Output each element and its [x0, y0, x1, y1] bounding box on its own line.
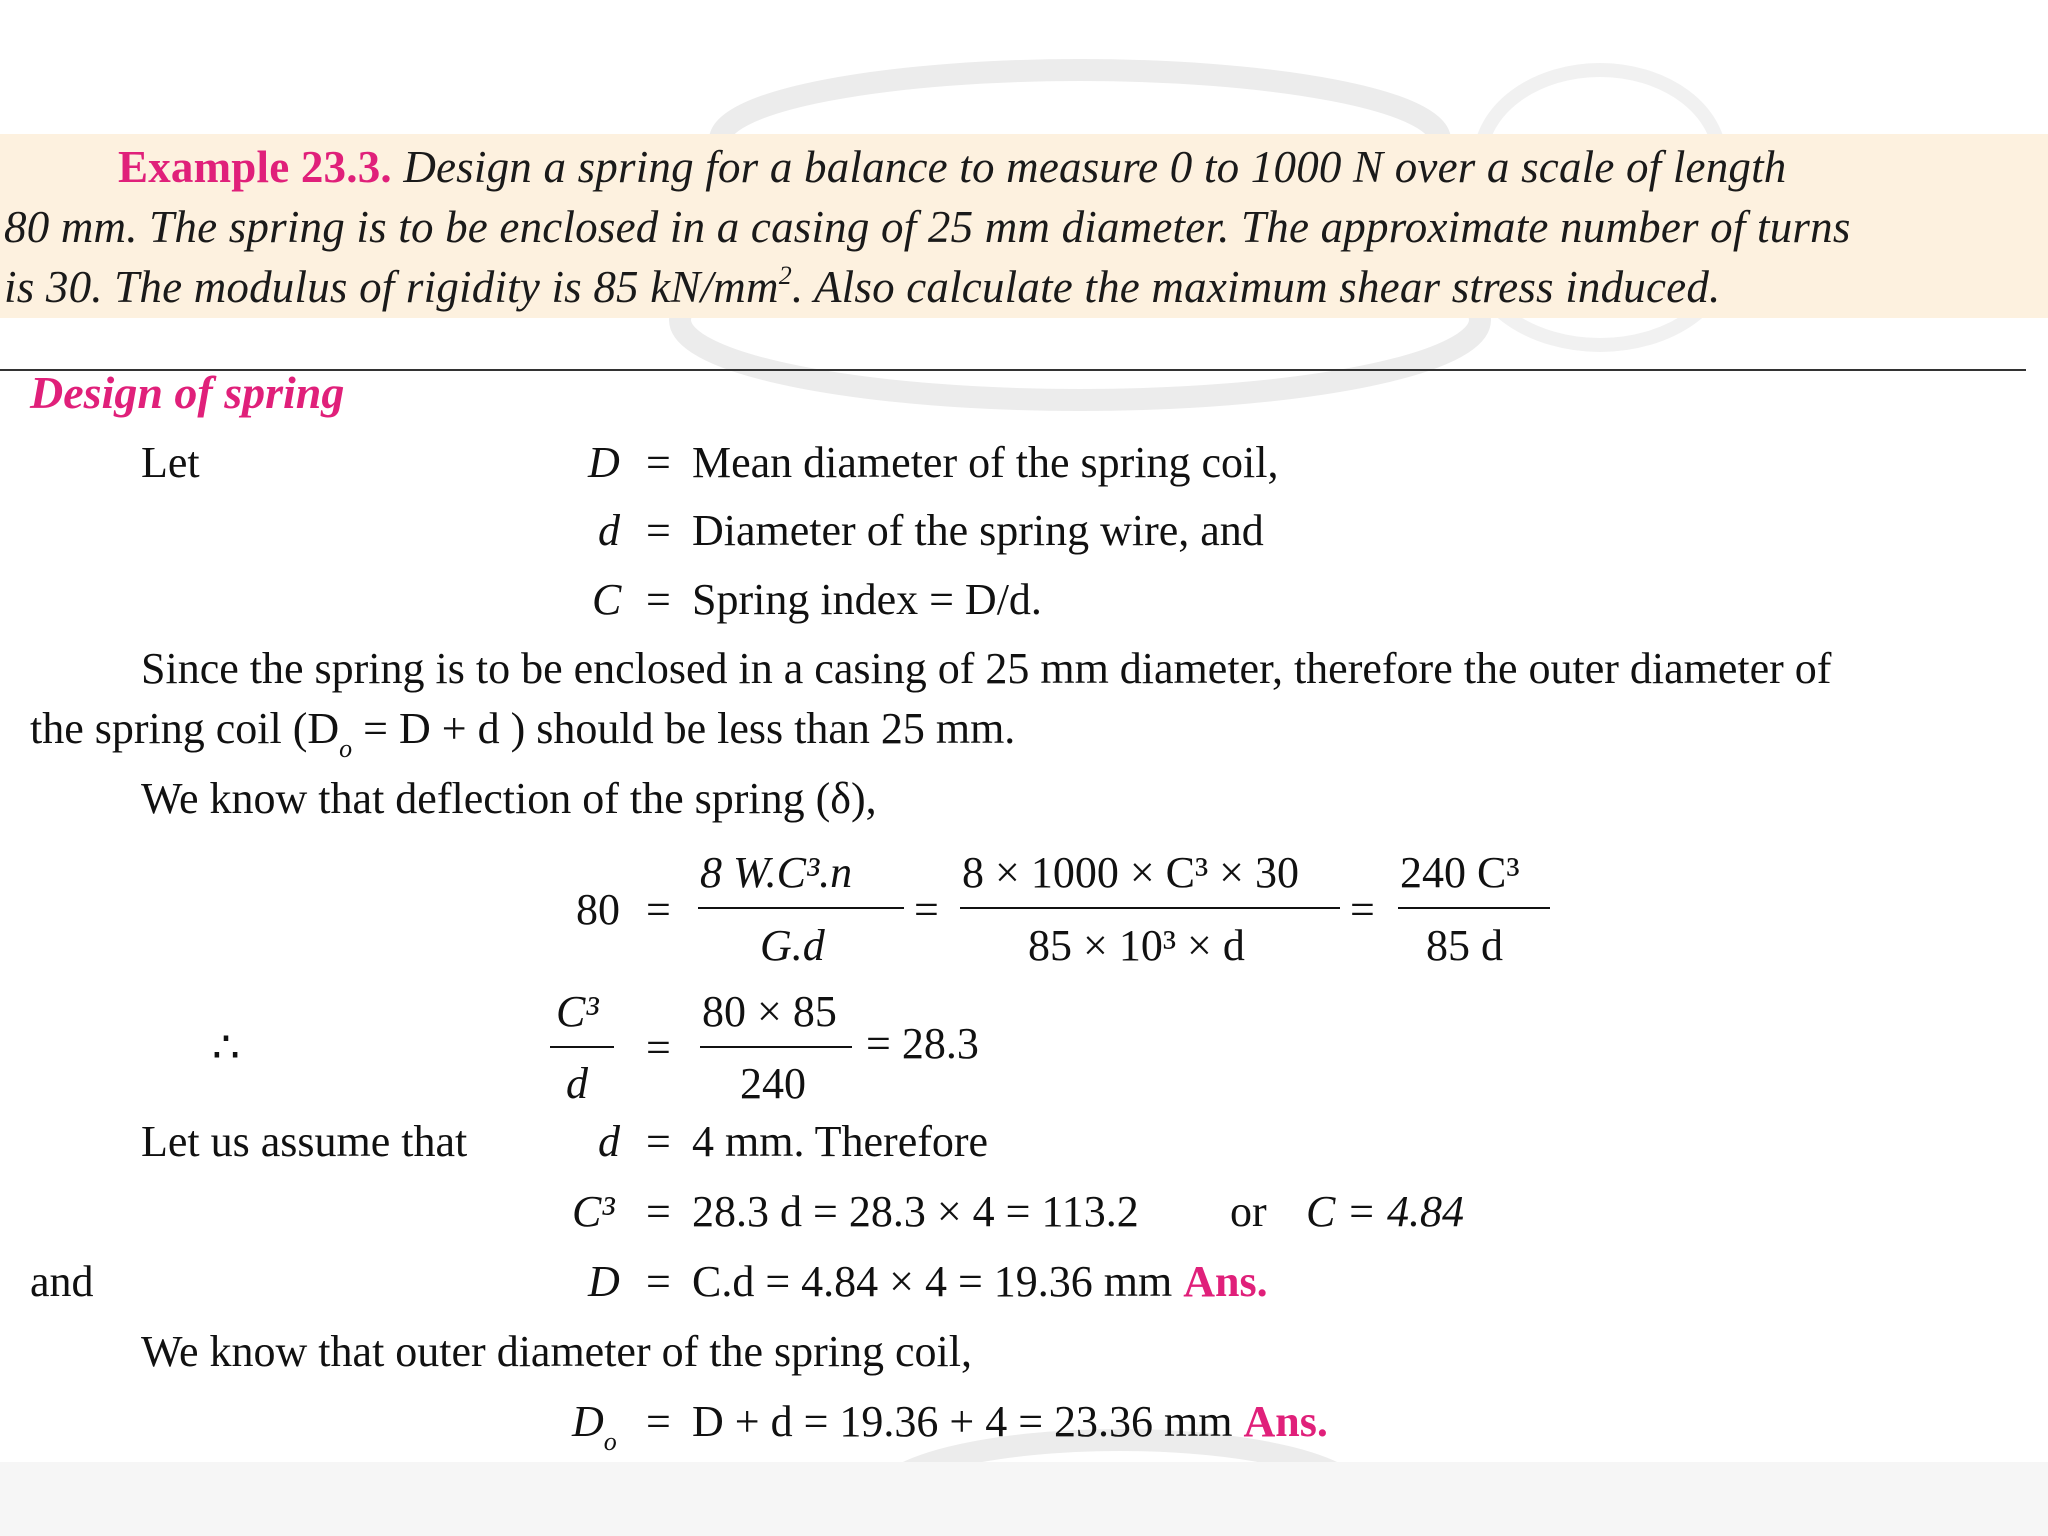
- c-value: C = 4.84: [1306, 1187, 1465, 1236]
- fraction-bar: [550, 1046, 614, 1048]
- eq1-frac2-denominator: 85 × 10³ × d: [1028, 921, 1245, 970]
- superscript: 2: [778, 261, 792, 290]
- paragraph-casing-line2: [30, 703, 1016, 763]
- eq1-equals-3: =: [1350, 885, 1375, 934]
- do-line: [692, 1396, 1328, 1448]
- subscript: o: [339, 734, 353, 763]
- do-symbol: [572, 1396, 617, 1456]
- def-equals: =: [646, 575, 671, 624]
- eq2-result: = 28.3: [866, 1019, 979, 1068]
- eq2-lhs-numerator: C³: [556, 987, 599, 1036]
- eq1-lhs: 80: [576, 885, 620, 934]
- def-equals: =: [646, 506, 671, 555]
- let-label: Let: [141, 438, 200, 487]
- def-desc-D: Mean diameter of the spring coil,: [692, 438, 1279, 487]
- def-equals: =: [646, 438, 671, 487]
- fraction-bar: [700, 1046, 852, 1048]
- eq2-lhs-denominator: d: [566, 1059, 588, 1108]
- d-line: [692, 1256, 1268, 1308]
- eq1-equals-2: =: [914, 885, 939, 934]
- problem-text-3b: . Also calculate the maximum shear stress induced.: [791, 262, 1721, 312]
- or-word: or: [1230, 1187, 1267, 1236]
- problem-line-3: [0, 256, 2048, 318]
- para1-text-a: the spring coil (D: [30, 704, 340, 753]
- do-equals: =: [646, 1397, 671, 1446]
- eq1-frac1-numerator: 8 W.C³.n: [700, 848, 853, 897]
- example-label: Example 23.3.: [118, 142, 392, 192]
- example-banner: [0, 134, 2048, 318]
- def-desc-C: Spring index = D/d.: [692, 575, 1042, 624]
- paragraph-casing-line1: Since the spring is to be enclosed in a casing of 25 mm diameter, therefore the outer diameter of: [141, 644, 1832, 693]
- do-text: D + d = 19.36 + 4 = 23.36 mm: [692, 1397, 1233, 1446]
- para1-text-b: = D + d ) should be less than 25 mm.: [352, 704, 1016, 753]
- def-symbol-d: d: [598, 506, 620, 555]
- assume-symbol: d: [598, 1117, 620, 1166]
- def-symbol-D: D: [588, 438, 620, 487]
- problem-line-2: 80 mm. The spring is to be enclosed in a casing of 25 mm diameter. The approximate number of turns: [4, 202, 1851, 252]
- eq2-equals: =: [646, 1023, 671, 1072]
- d-symbol: D: [588, 1257, 620, 1306]
- assume-label: Let us assume that: [141, 1117, 468, 1166]
- fraction-bar: [698, 907, 904, 909]
- def-desc-d: Diameter of the spring wire, and: [692, 506, 1264, 555]
- eq1-frac3-denominator: 85 d: [1426, 921, 1503, 970]
- section-title: Design of spring: [30, 367, 345, 418]
- and-word: and: [30, 1257, 94, 1306]
- eq1-frac2-numerator: 8 × 1000 × C³ × 30: [962, 848, 1299, 897]
- therefore-symbol: ∴: [212, 1023, 240, 1072]
- eq1-frac1-denominator: G.d: [760, 921, 825, 970]
- d-equals: =: [646, 1257, 671, 1306]
- eq2-rhs-numerator: 80 × 85: [702, 987, 837, 1036]
- paragraph-outer-diameter: We know that outer diameter of the spring coil,: [141, 1327, 972, 1376]
- paragraph-deflection: We know that deflection of the spring (δ),: [141, 774, 877, 823]
- subscript: o: [603, 1427, 617, 1456]
- assume-equals: =: [646, 1117, 671, 1166]
- fraction-bar: [1398, 907, 1550, 909]
- problem-text-1: Design a spring for a balance to measure 0 to 1000 N over a scale of length: [403, 142, 1787, 192]
- assume-text: 4 mm. Therefore: [692, 1117, 989, 1166]
- problem-line-1: [0, 136, 2048, 198]
- c3-text: 28.3 d = 28.3 × 4 = 113.2: [692, 1187, 1139, 1236]
- fraction-bar: [960, 907, 1340, 909]
- def-symbol-C: C: [592, 575, 622, 624]
- eq1-frac3-numerator: 240 C³: [1400, 848, 1520, 897]
- problem-text-3a: is 30. The modulus of rigidity is 85 kN/mm: [4, 262, 779, 312]
- answer-label: Ans.: [1183, 1257, 1268, 1306]
- do-D: D: [572, 1397, 604, 1446]
- c3-equals: =: [646, 1187, 671, 1236]
- eq1-equals: =: [646, 885, 671, 934]
- answer-label: Ans.: [1243, 1397, 1328, 1446]
- eq2-rhs-denominator: 240: [740, 1059, 806, 1108]
- d-text: C.d = 4.84 × 4 = 19.36 mm: [692, 1257, 1173, 1306]
- c3-symbol: C³: [572, 1187, 615, 1236]
- footer-band: [0, 1462, 2048, 1536]
